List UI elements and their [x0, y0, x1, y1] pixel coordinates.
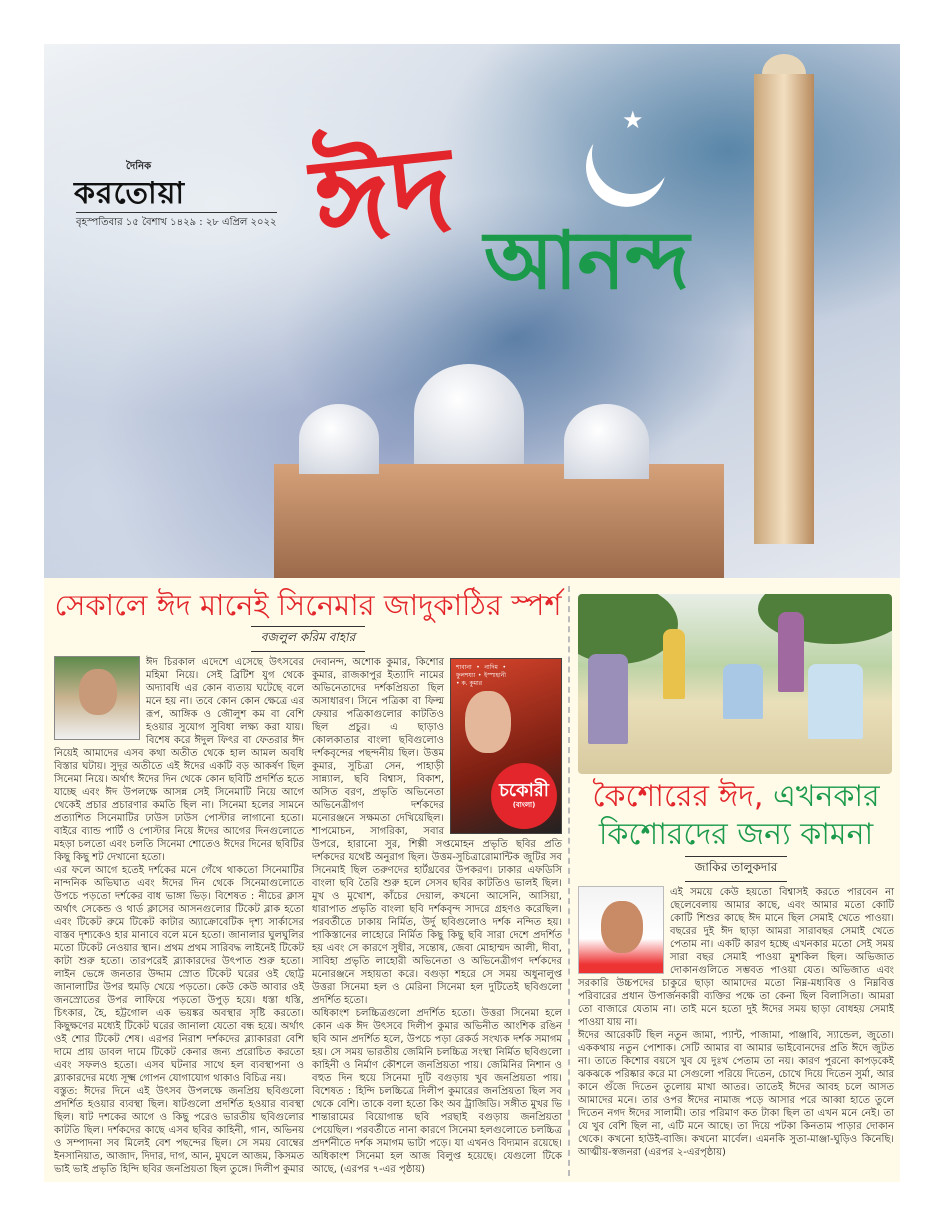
author-photo	[578, 886, 664, 974]
article1-byline: বজলুল করিম বাহার	[251, 626, 366, 652]
minaret	[754, 74, 814, 544]
article1-body	[54, 656, 562, 1176]
article1-headline: সেকালে ঈদ মানেই সিনেমার জাদুকাঠির স্পর্শ	[54, 588, 562, 622]
movie-poster-image	[450, 658, 562, 834]
article2-paragraph: ঈদের আরেকটি ছিল নতুন জামা, প্যান্ট, পাজামা, পাঞ্জাবি, স্যান্ডেল, জুতো। এককথায় নতুন পোশাক। সেটি আমার বা আমার ভাইবোনদের প্রতি ঈদে জুটত না। তাতে কিশোর বয়সে খুব যে দুঃখ পেতাম তা নয়। কারণ পুরনো কাপড়কেই ঝকঝকে পরিষ্কার করে মা সেগুলো পরিয়ে দিতেন, চোখে দিয়ে দিতেন সুর্মা, আর কানে গুঁজে দিতেন তুলোয় মাখা আতর। তাতেই ঈদের আবহ চলে আসত আমাদের মনে। তার ওপর ঈদের নামাজ পড়ে আসার পরে আব্বা হাতে তুলে দিতেন নগদ ঈদের সালামী। তার পরিমাণ কত টাকা ছিল তা এখন মনে নেই। তা যে খুব বেশি ছিল না, এটি মনে আছে। তা দিয়ে পটকা কিনতাম পাড়ার দোকান থেকে। কখনো হাউই-বাজি। কখনো মার্বেল। এমনকি সুতা-মাঞ্জা-ঘুড়িও কিনেছি। আত্মীয়-স্বজনরা (এরপর ২-এরপৃষ্ঠায়)	[578, 1030, 894, 1158]
banner-title-eid: ঈদ	[306, 119, 460, 271]
poster-title: চকোরী (বাংলা)	[491, 763, 557, 829]
banner-title-anando: আনন্দ	[484, 214, 690, 307]
article2-byline: জাকির তালুকদার	[685, 856, 788, 882]
article1-continued: (এরপর ৭-এর পৃষ্ঠায়)	[340, 1164, 425, 1175]
article1-paragraph: এর ফলে আগে হতেই দর্শকের মনে গেঁথে থাকতো সিনেমাটির নান্দনিক অভিঘাত এবং ঈদের দিন থেকে সিনেমাগুলোতে উপচে পড়তো দর্শকের বাধ ভাঙ্গা ভিড়। বিশেষত : নীচের ক্লাস অর্থাৎ সেকেন্ড ও থার্ড ক্লাসের আসনগুলোর টিকেট ব্লাক হতো এবং টিকেট রুমে টিকেট কাটার অ্যাক্রোবেটিক দৃশ্য সার্কাসের বাস্তব দৃশ্যকেও হার মানাবে বলে মনে হতো। জানালার ঘুলঘুলির মতো টিকেট নেওয়ার স্থান। প্রথম প্রথম সারিবদ্ধ লাইনেই টিকেট কাটা শুরু হতো। তারপরেই ব্ল্যাকারদের উৎপাত শুরু হতো। লাইন ভেঙ্গে জনতার উদ্দাম স্রোত টিকেট ঘরের ওই ছোট্ট জানালাটির উপর হুমড়ি খেয়ে পড়তো। কেউ কেউ আবার ওই জনস্রোতের উপর লাফিয়ে পড়তো উপুড় হয়ে। ধস্তা ধস্তি, চিৎকার, হৈ, হট্টগোল এক ভয়ঙ্কর অবস্থার সৃষ্টি করতো। কিছুক্ষণের মধ্যেই টিকেট ঘরের জানালা যেতো বন্ধ হয়ে। অর্থাৎ ওই শোর টিকেট শেষ। এরপর নিরাশ দর্শকদের ব্ল্যাকাররা বেশি দামে প্রায় ডাবল দামে টিকেট কেনার জন্য প্ররোচিত করতো এবং সফলও হতো। এসব ঘটনার সাথে হল ব্যবস্থাপনা ও ব্ল্যাকারদের মধ্যে সূক্ষ্ম গোপন যোগাযোগ থাকাও বিচিত্র নয়।	[54, 865, 304, 1084]
mosque-dome	[414, 364, 524, 464]
article2	[568, 586, 894, 1176]
article1-paragraph: ঈদ চিরকাল এদেশে এসেছে উৎসবের মহিমা নিয়ে। সেই ব্রিটিশ যুগ থেকে অদ্যাবধি এর কোন ব্যত্যয় ঘটেছে বলে মনে হয় না। তবে কোন কোন ক্ষেত্রে এর রূপ, আঙ্গিক ও জৌলুশ কম বা বেশি হওয়ার সুযোগ সুবিধা লক্ষ্য করা যায়। বিশেষ করে ঈদুল ফিৎর বা ফেতরার ঈদ নিয়েই আমাদের এসব কথা অতীত থেকে হাল আমল অবধি বিস্তার ঘটায়। সুদূর অতীতে এই ঈদের একটি বড় আকর্ষণ ছিল সিনেমা নিয়ে। অর্থাৎ ঈদের দিন থেকে কোন ছবিটি প্রদর্শিত হতে যাচ্ছে এবং ঈদ উপলক্ষে আসন্ন সেই সিনেমাটি নিয়ে আগে থেকেই প্রচার প্রচারণার কমতি ছিল না। সিনেমা হলের সামনে প্রত্যাশিত সিনেমাটির ঢাউস ঢাউস পোস্টার লাগানো হতো। বাইরে ব্যান্ড পার্টি ও পোস্টার নিয়ে ঈদের আগের দিনগুলোতে মহড়া চলতো এবং চলতি সিনেমা শোতেও ঈদের দিনের ছবিটির কিছু কিছু শট দেখানো হতো।	[54, 657, 304, 863]
article1	[54, 586, 568, 1176]
mosque-dome	[299, 404, 379, 474]
article2-paragraph: এই সময়ে কেউ হয়তো বিশ্বাসই করতে পারবেন না ছেলেবেলায় আমার কাছে, এবং আমার মতো কোটি কোটি শিশুর কাছে ঈদ মানে ছিল সেমাই খেতে পাওয়া। বছরের দুই ঈদ ছাড়া আমরা সারাবছর সেমাই খেতে পেতাম না। একটি কারণ হচ্ছে এখনকার মতো সেই সময় সারা বছর সেমাই পাওয়া মুশকিল ছিল। অভিজাত দোকানগুলিতে সম্ভবত পাওয়া যেত। অভিজাত এবং সরকারি উচ্চপদের চাকুরে ছাড়া আমাদের মতো নিম্ন-মধ্যবিত্ত ও নিম্নবিত্ত পরিবারের প্রধান উপার্জনকারী ব্যক্তির পক্ষে তা কেনা ছিল বিলাসিতা। আমরা তো বাজারে যেতাম না। তাই মনে হতো দুই ঈদের সময় ছাড়া বোধহয় সেমাই পাওয়া যায় না।	[578, 887, 894, 1028]
masthead-logo: করতোয়া	[74, 176, 186, 211]
mosque	[274, 464, 724, 578]
masthead-tagline: দৈনিক	[126, 161, 152, 172]
article1-paragraph: অধিকাংশ চলচ্চিত্রগুলো প্রদর্শিত হতো। উত্তরা সিনেমা হলে কোন এক ঈদ উৎসবে দিলীপ কুমার অভিনীত আংশিক রঙিন ছবি আন প্রদর্শিত হলে, উপচে পড়া রেকর্ড সংখ্যক দর্শক সমাগম হয়। সে সময় ভারতীয় জেমিনি চলচ্চিত্র সংস্থা নির্মিত ছবিগুলো কাহিনী ও নির্মাণ কৌশলে জনপ্রিয়তা পায়। জেমিনির নিশান ও বহুত দিন হুয়ে সিনেমা দুটি বগুড়ায় খুব জনপ্রিয়তা পায়। বিশেষত : হিন্দি চলচ্চিত্রে দিলীপ কুমারের জনপ্রিয়তা ছিল সব থেকে বেশি। তাকে বলা হতো কিং অব ট্রাজিডি। সঙ্গীত মুখর ভি শান্তারামের বিয়োগান্ত ছবি পরছাই বগুড়ায় জনপ্রিয়তা পেয়েছিল। পরবর্তীতে নানা কারণে সিনেমা হলগুলোতে চলচ্চিত্র প্রদর্শনীতে দর্শক সমাগম ভাটা পড়ে। যা এখনও বিদ্যমান রয়েছে। অধিকাংশ সিনেমা হল আজ বিলুপ্ত হয়েছে। যেগুলো টিকে আছে, (এরপর ৭-এর পৃষ্ঠায়)	[312, 1008, 562, 1175]
article2-body	[578, 886, 894, 1159]
author-photo	[54, 656, 140, 740]
article2-continued: (এরপর ২-এরপৃষ্ঠায়)	[644, 1147, 726, 1158]
poster-credits: শাবানা • নাদিম • ফুলশয্যা • ইস্পাহানী • ক. কুমার	[456, 664, 506, 687]
eid-banner-illustration	[44, 44, 900, 578]
mosque-dome	[564, 404, 649, 479]
boys-playing-illustration	[578, 594, 892, 774]
star-icon: ★	[622, 106, 644, 134]
articles-section	[44, 578, 900, 1182]
article2-headline: কৈশোরের ঈদ, এখনকার কিশোরদের জন্য কামনা	[592, 779, 880, 852]
article1-paragraph: বস্তুত: ঈদের দিনে এই উৎসব উপলক্ষে জনপ্রিয় ছবিগুলো প্রদর্শিত হওয়ার ব্যবস্থা ছিল। ষাটগুলো প্রদর্শিত হওয়ার ব্যবস্থা ছিল। ষাট দশকের আগে ও কিছু পরেও ভারতীয় ছবিগুলোর কাটতি ছিল। দর্শকদের কাছে এসব ছবির কাহিনী, গান, অভিনয় ও সম্পাদনা সব মিলেই বেশ পছন্দের ছিল। সে সময় বোম্বের ইনসানিয়াত, আজাদ, দিদার, দাগ, আন, মুঘলে আজম, কিসমত ভাই ভাই প্রভৃতি হিন্দি ছবির জনপ্রিয়তা ছিল তুঙ্গে। দিলীপ কুমার দেবানন্দ, অশোক কুমার, কিশোর কুমার, রাজকাপুর ইত্যাদি নামের অভিনেতাদের দর্শকপ্রিয়তা ছিল অসাধারণ। সিনে পত্রিকা বা ফিল্ম ফেয়ার পত্রিকাগুলোর কাটতিও ছিল প্রচুর। এ ছাড়াও কোলকাতার বাংলা ছবিগুলোও দর্শকবৃন্দের পছন্দনীয় ছিল। উত্তম কুমার, সুচিত্রা সেন, পাহাড়ী সান্ন্যাল, ছবি বিশ্বাস, বিকাশ, অসিত বরণ, প্রভৃতি অভিনেতা অভিনেত্রীগণ দর্শকদের মনোরঞ্জনে সক্ষমতা দেখিয়েছিল। শাপমোচন, সাগরিকা, সবার উপরে, হারানো সুর, শিল্পী সপ্তমোহন প্রভৃতি ছবির প্রতি দর্শকদের যথেষ্ট অনুরাগ ছিল। উত্তম-সুচিত্রারোমান্টিক জুটির সব সিনেমাই ছিল তরুণদের হার্টথ্রবের উপকরণ। ঢাকার এফডিসি বাংলা ছবি তৈরি শুরু হলে সেসব ছবির কাটতিও ভালই ছিল। মুখ ও মুখোশ, কাঁচের দেয়াল, কখনো আসেনি, আসিয়া, ধারাপাত প্রভৃতি বাংলা ছবি দর্শকবৃন্দ সাদরে গ্রহণও করেছিল। পরবর্তীতে ঢাকায় নির্মিত, উর্দু ছবিগুলোও দর্শক নন্দিত হয়। পাকিস্তানের লাহোরে নির্মিত কিছু কিছু ছবি সারা দেশে প্রদর্শিত হয় এবং সে কারণে সুধীর, সন্তোষ, জেবা মোহাম্মদ আলী, দীবা, সাবিহা প্রভৃতি লাহোরী অভিনেতা ও অভিনেত্রীগণ দর্শকদের মনোরঞ্জনে সহায়তা করে। বগুড়া শহরে সে সময় অধুনালুপ্ত উত্তরা সিনেমা হল ও মেরিনা সিনেমা হল দুটিতেই ছবিগুলো প্রদর্শিত হতো।	[54, 657, 562, 1175]
masthead-date: বৃহস্পতিবার ১৫ বৈশাখ ১৪২৯ : ২৮ এপ্রিল ২০২২	[76, 212, 277, 232]
